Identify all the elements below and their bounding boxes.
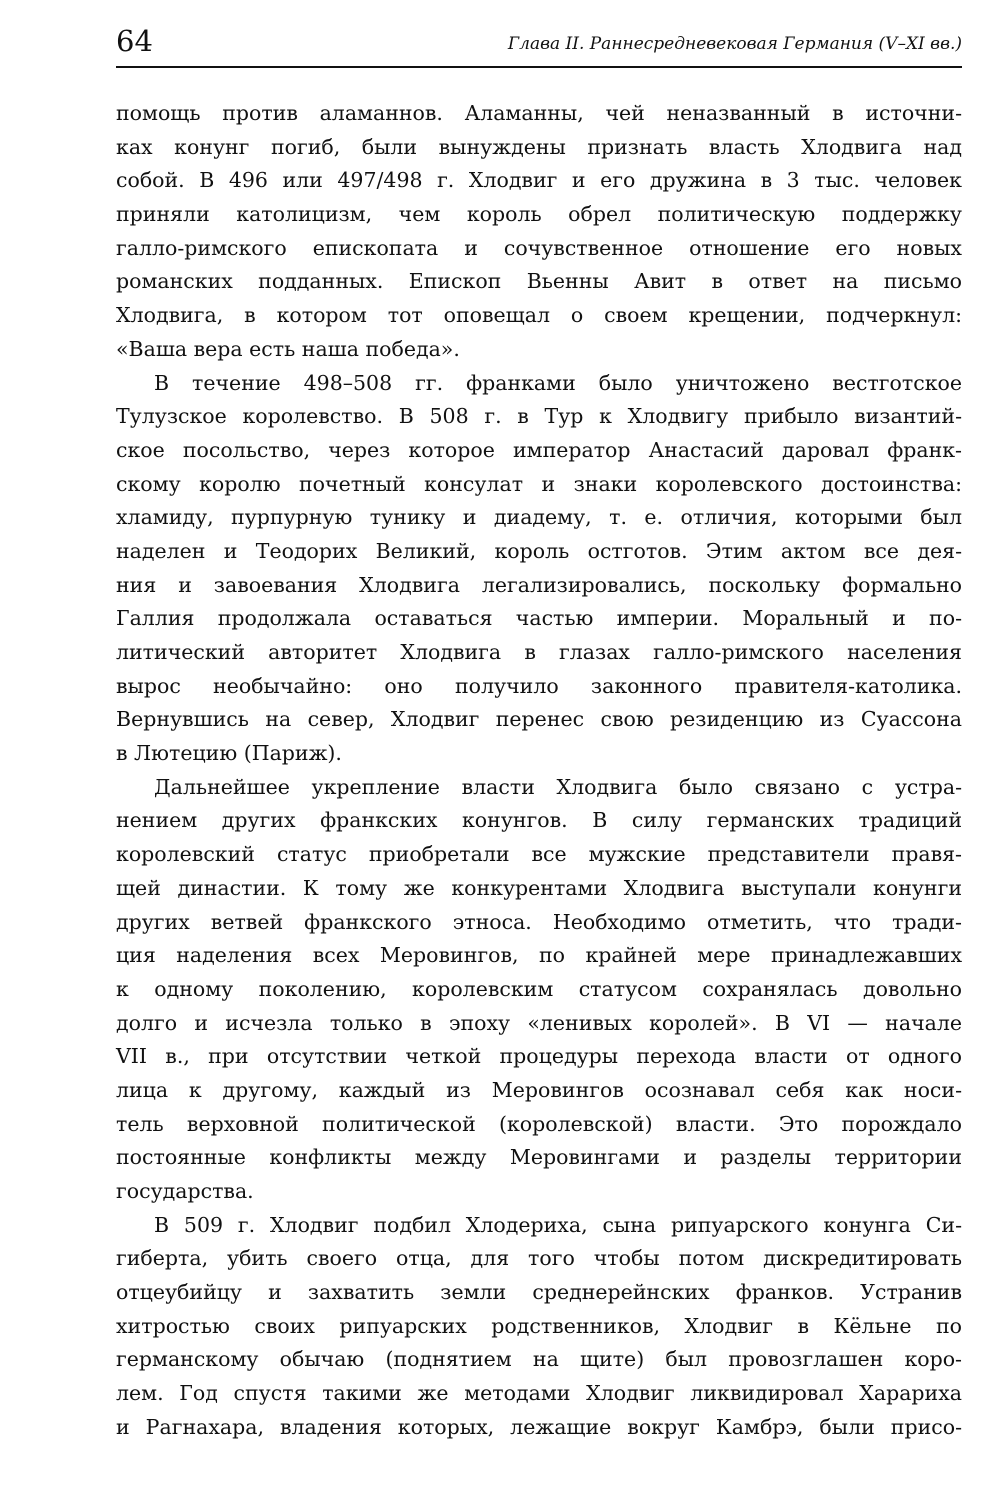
text-line: Хлодвига, в котором тот оповещал о своем крещении, подчеркнул: [116, 303, 962, 328]
text-line: и Рагнахара, владения которых, лежащие вокруг Камбрэ, были присо- [116, 1414, 962, 1439]
text-line: лем. Год спустя такими же методами Хлодвиг ликвидировал Харариха [116, 1381, 962, 1406]
text-line: вырос необычайно: оно получило законного правителя-католика. [116, 673, 962, 698]
text-line: приняли католицизм, чем король обрел политическую поддержку [116, 202, 962, 227]
text-line: гиберта, убить своего отца, для того чтобы потом дискредитировать [116, 1246, 962, 1271]
text-line: VII в., при отсутствии четкой процедуры перехода власти от одного [116, 1044, 962, 1069]
page-header [116, 22, 962, 68]
text-line: отцеубийцу и захватить земли среднерейнских франков. Устранив [116, 1280, 962, 1305]
text-line: В 509 г. Хлодвиг подбил Хлодериха, сына рипуарского конунга Си- [154, 1212, 962, 1237]
body-text [116, 97, 962, 1445]
text-line: наделен и Теодорих Великий, король остготов. Этим актом все дея- [116, 538, 962, 563]
text-line: помощь против аламаннов. Аламанны, чей неназванный в источни- [116, 101, 962, 125]
text-line: щей династии. К тому же конкурентами Хлодвига выступали конунги [116, 875, 962, 900]
text-line: Дальнейшее укрепление власти Хлодвига было связано с устра- [154, 774, 962, 799]
text-line: галло-римского епископата и сочувственное отношение его новых [116, 235, 962, 260]
paragraph [116, 1209, 962, 1445]
text-line: лица к другому, каждый из Меровингов осознавал себя как носи- [116, 1077, 962, 1102]
text-line: В течение 498–508 гг. франками было уничтожено вестготское [154, 370, 962, 395]
text-line: к одному поколению, королевским статусом сохранялась довольно [116, 976, 962, 1001]
paragraph [116, 367, 962, 771]
text-line: других ветвей франкского этноса. Необходимо отметить, что тради- [116, 909, 962, 934]
text-line: хитростью своих рипуарских родственников, Хлодвиг в Кёльне по [116, 1313, 962, 1338]
text-line: собой. В 496 или 497/498 г. Хлодвиг и его дружина в 3 тыс. человек [116, 168, 962, 193]
text-line: государства. [116, 1179, 254, 1203]
paragraph [116, 771, 962, 1209]
text-line: хламиду, пурпурную тунику и диадему, т. е. отличия, которыми был [116, 505, 962, 530]
text-line: ское посольство, через которое император Анастасий даровал франк- [116, 437, 962, 462]
text-line: ция наделения всех Меровингов, по крайней мере принадлежавших [116, 943, 962, 968]
text-line: королевский статус приобретали все мужские представители правя- [116, 842, 962, 867]
text-line: романских подданных. Епископ Вьенны Авит в ответ на письмо [116, 269, 962, 294]
running-title: Глава II. Раннесредневековая Германия (V–XI вв.) [507, 34, 962, 54]
text-line: постоянные конфликты между Меровингами и разделы территории [116, 1145, 962, 1170]
text-line: в Лютецию (Париж). [116, 741, 342, 766]
text-line: «Ваша вера есть наша победа». [116, 336, 460, 361]
text-line: долго и исчезла только в эпоху «ленивых королей». В VI — начале [116, 1010, 962, 1035]
text-line: скому королю почетный консулат и знаки королевского достоинства: [116, 471, 962, 496]
text-line: ках конунг погиб, были вынуждены признать власть Хлодвига над [116, 134, 962, 159]
text-line: германскому обычаю (поднятием на щите) был провозглашен коро- [116, 1347, 962, 1372]
text-line: Тулузское королевство. В 508 г. в Тур к Хлодвигу прибыло византий- [116, 404, 962, 429]
text-line: Вернувшись на север, Хлодвиг перенес свою резиденцию из Суассона [116, 707, 962, 732]
text-line: литический авторитет Хлодвига в глазах галло-римского населения [116, 640, 962, 664]
text-line: Галлия продолжала оставаться частью империи. Моральный и по- [116, 606, 962, 631]
paragraph [116, 97, 962, 367]
text-line: тель верховной политической (королевской) власти. Это порождало [116, 1111, 962, 1136]
text-line: ния и завоевания Хлодвига легализировались, поскольку формально [116, 572, 962, 597]
text-line: нением других франкских конунгов. В силу германских традиций [116, 808, 962, 833]
page-number: 64 [116, 24, 153, 58]
